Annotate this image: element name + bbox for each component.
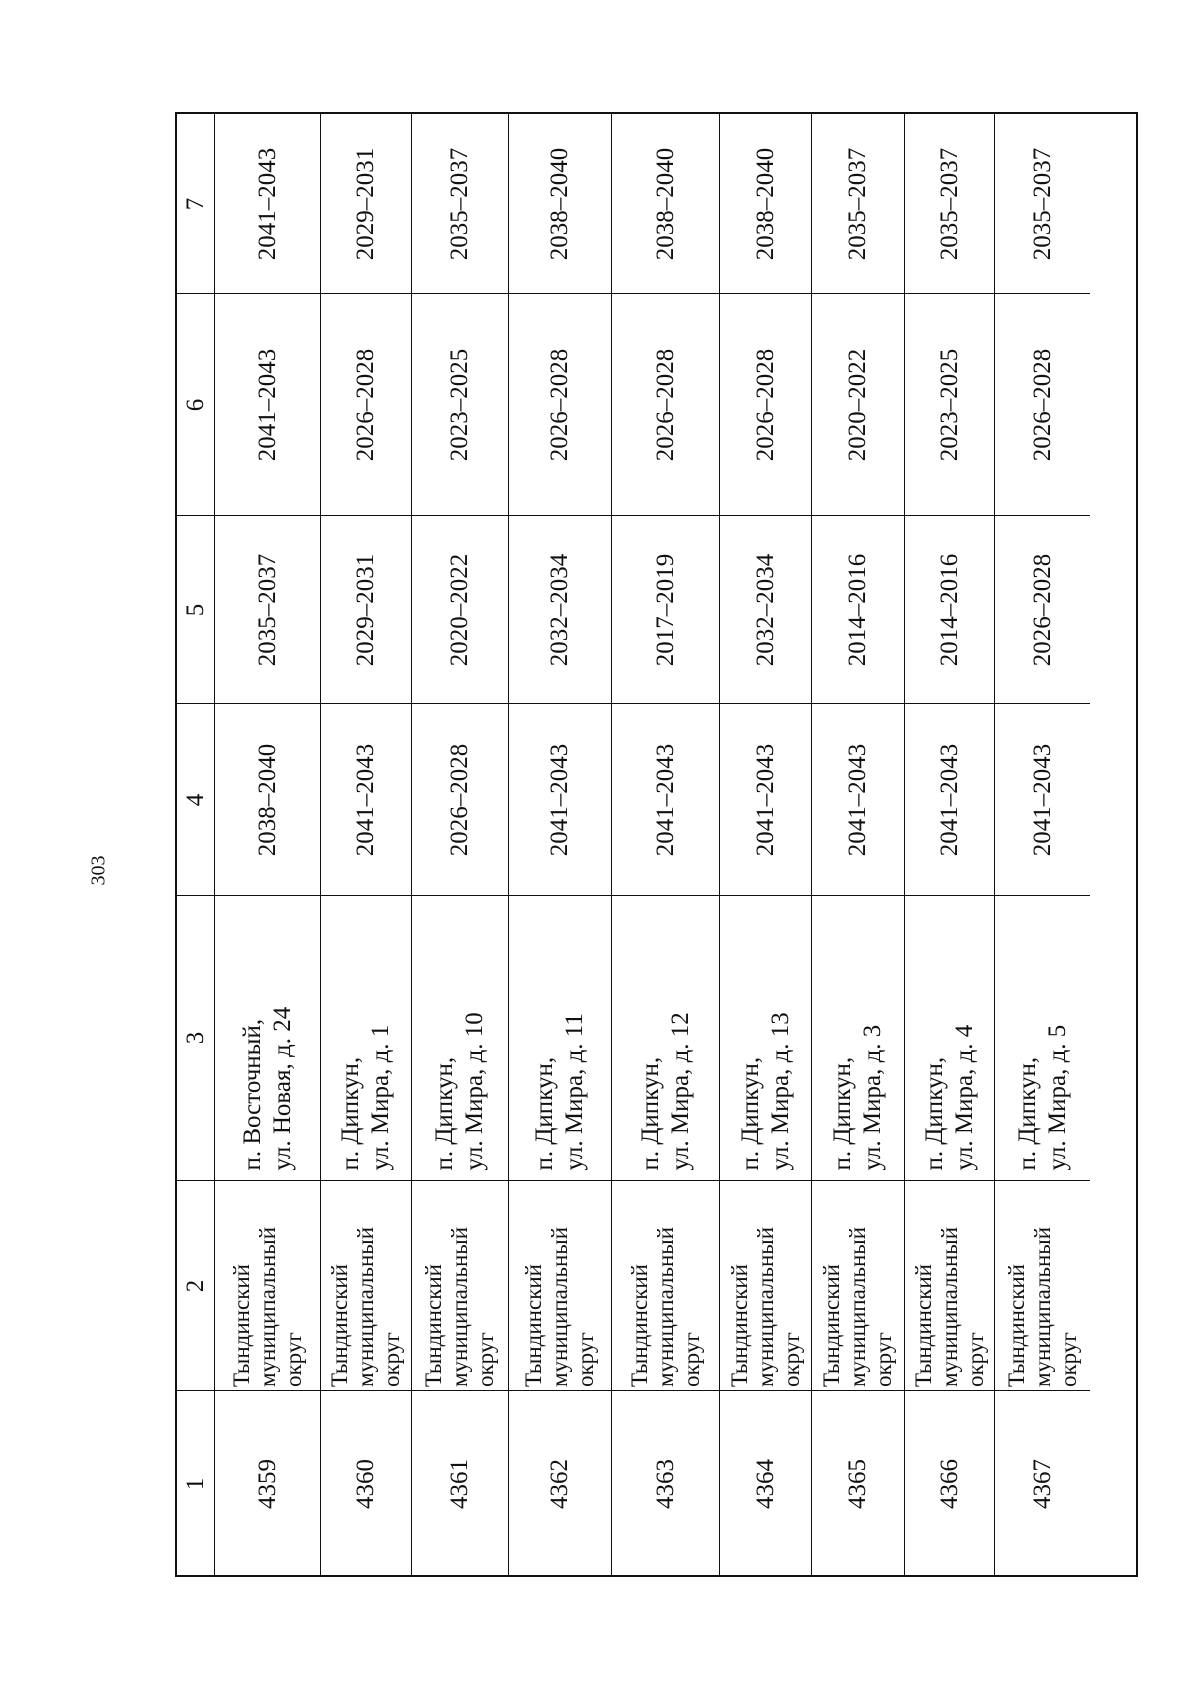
period-c6: 2023–2025 xyxy=(446,348,473,461)
table-cell-col4 xyxy=(215,704,320,896)
table-cell-col7 xyxy=(905,114,994,294)
address xyxy=(920,906,980,1171)
period-c6: 2026–2028 xyxy=(751,348,779,461)
district-line: Тындинский xyxy=(327,1263,352,1387)
column-header-label: 4 xyxy=(181,793,209,806)
column-header-1 xyxy=(177,1391,214,1577)
address-line: ул. Мира, д. 4 xyxy=(950,1024,978,1171)
district-line: округ xyxy=(573,1331,598,1387)
table-cell-col1 xyxy=(612,1391,719,1577)
period-c5: 2020–2022 xyxy=(446,553,473,666)
address-line: п. Дипкун, xyxy=(1013,1056,1041,1171)
table-cell-col5 xyxy=(215,516,320,704)
district-line: муниципальный xyxy=(353,1226,378,1387)
district-name xyxy=(421,1185,499,1387)
address-line: п. Дипкун, xyxy=(920,1056,948,1171)
period-c5: 2017–2019 xyxy=(651,553,679,666)
table-cell-col7 xyxy=(509,114,611,294)
table-cell-col2 xyxy=(412,1181,508,1391)
period-c5: 2032–2034 xyxy=(751,553,779,666)
table-cell-col5 xyxy=(995,516,1090,704)
district-line: Тындинский xyxy=(228,1263,254,1387)
table-cell-col6 xyxy=(612,294,719,516)
period-c5: 2014–2016 xyxy=(844,553,871,666)
district-name xyxy=(911,1185,989,1387)
row-number: 4367 xyxy=(1028,1459,1056,1509)
address-line: п. Дипкун, xyxy=(531,1056,558,1171)
column-header-7 xyxy=(177,114,214,294)
district-line: муниципальный xyxy=(752,1226,778,1387)
table-cell-col4 xyxy=(509,704,611,896)
address-line: п. Дипкун, xyxy=(736,1056,764,1171)
column-header-label: 6 xyxy=(181,398,209,411)
period-c7: 2038–2040 xyxy=(546,147,573,260)
address-line: ул. Мира, д. 11 xyxy=(561,1013,588,1171)
table-cell-col5 xyxy=(612,516,719,704)
table-row xyxy=(995,114,1090,1575)
district-line: муниципальный xyxy=(447,1226,472,1387)
period-c5: 2029–2031 xyxy=(352,553,379,666)
period-c6: 2023–2025 xyxy=(935,348,963,461)
column-header-3 xyxy=(177,896,214,1181)
column-header-2 xyxy=(177,1181,214,1391)
row-number: 4366 xyxy=(935,1459,963,1509)
period-c6: 2026–2028 xyxy=(546,348,573,461)
table-row xyxy=(321,114,412,1575)
table-cell-col5 xyxy=(812,516,904,704)
period-c6: 2020–2022 xyxy=(844,348,871,461)
address xyxy=(828,906,888,1171)
table-cell-col4 xyxy=(720,704,811,896)
table-cell-col1 xyxy=(905,1391,994,1577)
row-number: 4365 xyxy=(844,1459,871,1509)
table-cell-col6 xyxy=(905,294,994,516)
table-cell-col7 xyxy=(995,114,1090,294)
table-cell-col4 xyxy=(812,704,904,896)
table-cell-col1 xyxy=(995,1391,1090,1577)
page-number-text: 303 xyxy=(87,855,110,885)
table-cell-col3 xyxy=(905,896,994,1181)
table-cell-col6 xyxy=(812,294,904,516)
row-number: 4359 xyxy=(253,1459,281,1509)
period-c5: 2035–2037 xyxy=(253,553,281,666)
district-name xyxy=(229,1185,307,1387)
district-line: округ xyxy=(962,1331,988,1387)
table-cell-col5 xyxy=(720,516,811,704)
page-number xyxy=(84,850,114,890)
district-line: округ xyxy=(280,1331,306,1387)
address xyxy=(336,906,396,1171)
table-cell-col6 xyxy=(995,294,1090,516)
district-line: округ xyxy=(778,1331,804,1387)
district-name xyxy=(1004,1185,1082,1387)
period-c7: 2038–2040 xyxy=(751,147,779,260)
district-line: муниципальный xyxy=(254,1226,280,1387)
period-c7: 2029–2031 xyxy=(352,147,379,260)
column-header-label: 3 xyxy=(181,1031,209,1045)
table-cell-col7 xyxy=(720,114,811,294)
district-line: округ xyxy=(1055,1331,1081,1387)
table-cell-col1 xyxy=(509,1391,611,1577)
period-c7: 2035–2037 xyxy=(935,147,963,260)
period-c4: 2026–2028 xyxy=(446,743,473,856)
table-cell-col6 xyxy=(412,294,508,516)
table-cell-col7 xyxy=(812,114,904,294)
address-line: п. Дипкун, xyxy=(829,1056,856,1171)
period-c7: 2035–2037 xyxy=(446,147,473,260)
district-line: муниципальный xyxy=(547,1226,572,1387)
table-cell-col3 xyxy=(720,896,811,1181)
table-cell-col2 xyxy=(612,1181,719,1391)
table-cell-col1 xyxy=(812,1391,904,1577)
table-cell-col3 xyxy=(321,896,411,1181)
period-c7: 2038–2040 xyxy=(651,147,679,260)
district-line: Тындинский xyxy=(726,1263,752,1387)
row-number: 4361 xyxy=(446,1459,473,1509)
table-cell-col1 xyxy=(720,1391,811,1577)
column-header-4 xyxy=(177,704,214,896)
table-cell-col3 xyxy=(812,896,904,1181)
period-c5: 2026–2028 xyxy=(1028,553,1056,666)
district-line: округ xyxy=(473,1331,498,1387)
district-name xyxy=(727,1185,805,1387)
table-cell-col4 xyxy=(995,704,1090,896)
address xyxy=(530,906,590,1171)
column-header-label: 5 xyxy=(181,603,209,616)
table-row xyxy=(412,114,509,1575)
column-header-5 xyxy=(177,516,214,704)
period-c5: 2032–2034 xyxy=(546,553,573,666)
table-cell-col3 xyxy=(509,896,611,1181)
table-cell-col4 xyxy=(321,704,411,896)
table-cell-col2 xyxy=(812,1181,904,1391)
table-cell-col2 xyxy=(720,1181,811,1391)
period-c4: 2038–2040 xyxy=(253,743,281,856)
table-cell-col7 xyxy=(612,114,719,294)
table-cell-col6 xyxy=(321,294,411,516)
data-table xyxy=(175,112,1138,1577)
table-cell-col2 xyxy=(321,1181,411,1391)
district-line: Тындинский xyxy=(421,1263,446,1387)
address-line: ул. Мира, д. 10 xyxy=(461,1012,488,1171)
district-name xyxy=(819,1185,897,1387)
address-line: ул. Мира, д. 3 xyxy=(859,1024,886,1171)
address xyxy=(736,906,796,1171)
district-line: Тындинский xyxy=(521,1263,546,1387)
period-c4: 2041–2043 xyxy=(651,743,679,856)
address-line: п. Восточный, xyxy=(238,1018,266,1171)
table-row xyxy=(612,114,720,1575)
table-cell-col4 xyxy=(412,704,508,896)
district-line: муниципальный xyxy=(1029,1226,1055,1387)
table-cell-col7 xyxy=(321,114,411,294)
period-c4: 2041–2043 xyxy=(1028,743,1056,856)
table-row xyxy=(215,114,321,1575)
row-number: 4363 xyxy=(651,1459,679,1509)
period-c7: 2035–2037 xyxy=(1028,147,1056,260)
table-cell-col2 xyxy=(215,1181,320,1391)
address-line: п. Дипкун, xyxy=(337,1056,364,1171)
period-c4: 2041–2043 xyxy=(546,743,573,856)
column-header-label: 7 xyxy=(181,197,209,210)
district-line: Тындинский xyxy=(819,1263,844,1387)
table-cell-col6 xyxy=(509,294,611,516)
district-name xyxy=(627,1185,705,1387)
address-line: ул. Мира, д. 12 xyxy=(666,1012,694,1171)
address-line: ул. Новая, д. 24 xyxy=(268,1006,296,1171)
table-cell-col4 xyxy=(905,704,994,896)
table-cell-col5 xyxy=(509,516,611,704)
address-line: ул. Мира, д. 13 xyxy=(766,1012,794,1171)
district-name xyxy=(521,1185,599,1387)
period-c6: 2026–2028 xyxy=(352,348,379,461)
header-strip xyxy=(177,114,215,1575)
table-cell-col6 xyxy=(215,294,320,516)
table-cell-col2 xyxy=(905,1181,994,1391)
address xyxy=(1013,906,1073,1171)
address-line: ул. Мира, д. 1 xyxy=(367,1024,394,1171)
table-cell-col3 xyxy=(215,896,320,1181)
period-c4: 2041–2043 xyxy=(352,743,379,856)
district-line: муниципальный xyxy=(845,1226,870,1387)
table-cell-col1 xyxy=(215,1391,320,1577)
district-line: муниципальный xyxy=(936,1226,962,1387)
district-line: муниципальный xyxy=(652,1226,678,1387)
table-cell-col3 xyxy=(995,896,1090,1181)
table-cell-col5 xyxy=(412,516,508,704)
table-cell-col1 xyxy=(412,1391,508,1577)
column-header-label: 1 xyxy=(181,1477,209,1491)
table-cell-col5 xyxy=(905,516,994,704)
district-line: округ xyxy=(871,1331,896,1387)
address-line: ул. Мира, д. 5 xyxy=(1043,1024,1071,1171)
table-cell-col1 xyxy=(321,1391,411,1577)
row-number: 4360 xyxy=(352,1459,379,1509)
table-cell-col5 xyxy=(321,516,411,704)
column-header-6 xyxy=(177,294,214,516)
district-line: Тындинский xyxy=(626,1263,652,1387)
period-c4: 2041–2043 xyxy=(935,743,963,856)
district-line: Тындинский xyxy=(1003,1263,1029,1387)
table-cell-col4 xyxy=(612,704,719,896)
address xyxy=(430,906,490,1171)
table-row xyxy=(509,114,612,1575)
district-name xyxy=(327,1185,405,1387)
table-cell-col2 xyxy=(509,1181,611,1391)
period-c4: 2041–2043 xyxy=(751,743,779,856)
row-number: 4364 xyxy=(751,1459,779,1509)
district-line: округ xyxy=(678,1331,704,1387)
address xyxy=(636,906,696,1171)
period-c6: 2041–2043 xyxy=(253,348,281,461)
address-line: п. Дипкун, xyxy=(431,1056,458,1171)
table-row xyxy=(905,114,995,1575)
period-c6: 2026–2028 xyxy=(651,348,679,461)
district-line: округ xyxy=(379,1331,404,1387)
address-line: п. Дипкун, xyxy=(636,1056,664,1171)
table-row xyxy=(812,114,905,1575)
column-header-label: 2 xyxy=(181,1279,209,1292)
table-cell-col7 xyxy=(215,114,320,294)
table-cell-col7 xyxy=(412,114,508,294)
row-number: 4362 xyxy=(546,1459,573,1509)
period-c4: 2041–2043 xyxy=(844,743,871,856)
period-c7: 2035–2037 xyxy=(844,147,871,260)
table-cell-col6 xyxy=(720,294,811,516)
address xyxy=(238,906,298,1171)
period-c7: 2041–2043 xyxy=(253,147,281,260)
table-cell-col2 xyxy=(995,1181,1090,1391)
district-line: Тындинский xyxy=(910,1263,936,1387)
period-c5: 2014–2016 xyxy=(935,553,963,666)
table-cell-col3 xyxy=(412,896,508,1181)
period-c6: 2026–2028 xyxy=(1028,348,1056,461)
table-cell-col3 xyxy=(612,896,719,1181)
table-row xyxy=(720,114,812,1575)
